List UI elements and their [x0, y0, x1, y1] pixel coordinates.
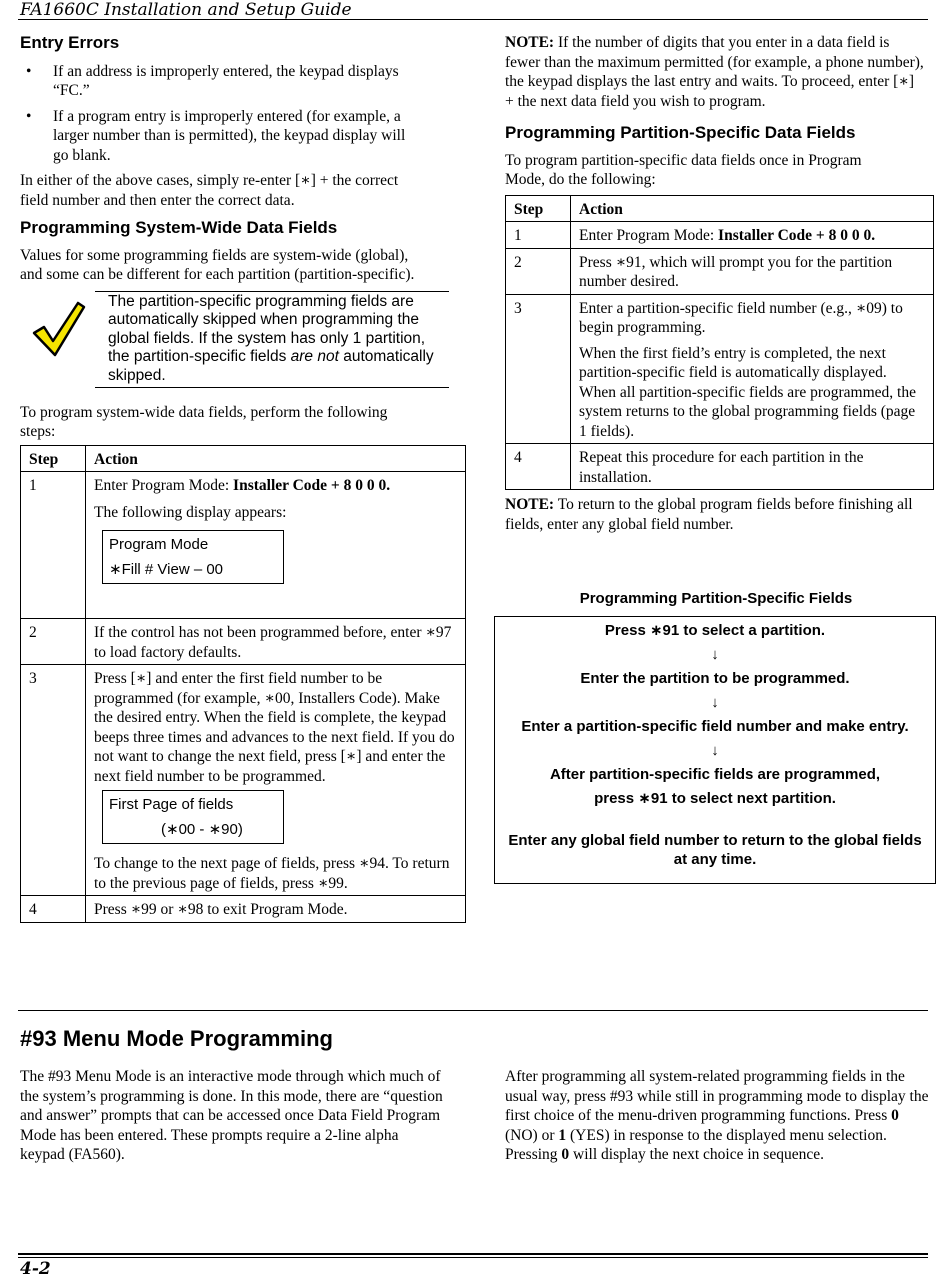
- system-wide-steps-table: [20, 445, 466, 923]
- page-number: 4-2: [20, 1259, 51, 1279]
- running-header: FA1660C Installation and Setup Guide: [20, 0, 352, 20]
- flow-step: Enter a partition-specific field number and make entry.: [521, 718, 909, 735]
- entry-error-bullet: • If a program entry is improperly entered (for example, a larger number than is permitted), the keypad display will go blank.: [20, 107, 420, 166]
- table-row: [506, 444, 934, 490]
- step-action: Press ∗99 or ∗98 to exit Program Mode.: [86, 896, 466, 923]
- table-row: [21, 665, 466, 896]
- data-entry-note: NOTE: If the number of digits that you enter in a data field is fewer than the maximum permitted (for example, a phone number), the keypad displays the last entry and waits. To proceed, enter [∗] + the next data field you wish to program.: [505, 34, 924, 110]
- note-callout: [20, 291, 465, 403]
- down-arrow-icon: ↓: [711, 742, 719, 759]
- partition-heading: Programming Partition-Specific Data Fields: [505, 123, 856, 142]
- action-column-header: Action: [86, 445, 466, 472]
- step-number: 2: [21, 619, 86, 665]
- steps-intro: To program system-wide data fields, perform the following steps:: [20, 403, 388, 440]
- step-number: 3: [21, 665, 86, 896]
- entry-errors-list: [20, 62, 420, 166]
- step-action: Enter Program Mode: Installer Code + 8 0 0 0. The following display appears: Program Mode ∗Fill # View – 00: [86, 472, 466, 619]
- section-rule: [18, 1010, 928, 1011]
- flowchart-box: [494, 616, 936, 884]
- step-action: Enter a partition-specific field number (e.g., ∗09) to begin programming. When the first field’s entry is completed, the next partition-specific field is automatically displayed. When all partition-specific fields are programmed, the system returns to the global programming fields (page 1 fields).: [571, 294, 934, 444]
- note-text: The partition-specific programming fields are automatically skipped when programming the global fields. If the system has only 1 partition, the partition-specific fields are not automatically skipped.: [95, 291, 449, 389]
- step-number: 4: [506, 444, 571, 490]
- checkmark-icon: [28, 299, 88, 359]
- step-number: 4: [21, 896, 86, 923]
- table-header-row: [21, 445, 466, 472]
- step-number: 1: [506, 222, 571, 249]
- table-row: [506, 294, 934, 444]
- flow-step: Enter the partition to be programmed.: [580, 670, 850, 687]
- left-column: [20, 33, 465, 923]
- step-action: Repeat this procedure for each partition in the installation.: [571, 444, 934, 490]
- step-column-header: Step: [506, 195, 571, 222]
- down-arrow-icon: ↓: [711, 694, 719, 711]
- step-action: If the control has not been programmed before, enter ∗97 to load factory defaults.: [86, 619, 466, 665]
- entry-error-bullet: • If an address is improperly entered, the keypad displays “FC.”: [20, 62, 420, 101]
- flowchart-title: Programming Partition-Specific Fields: [579, 590, 853, 607]
- table-row: [21, 896, 466, 923]
- step-number: 2: [506, 248, 571, 294]
- step-number: 3: [506, 294, 571, 444]
- partition-steps-table: [505, 195, 934, 491]
- menu-mode-left-paragraph: The #93 Menu Mode is an interactive mode through which much of the system’s programming is done. In this mode, there are “question and answer” prompts that can be accessed once Data Field Program Mode has been entered. These prompts require a 2-line alpha keypad (FA560).: [20, 1068, 443, 1163]
- step-column-header: Step: [21, 445, 86, 472]
- keypad-display: First Page of fields (∗00 - ∗90): [102, 790, 284, 844]
- table-header-row: [506, 195, 934, 222]
- table-row: [21, 472, 466, 619]
- right-column: [505, 33, 935, 534]
- menu-mode-heading: #93 Menu Mode Programming: [20, 1026, 333, 1051]
- down-arrow-icon: ↓: [711, 646, 719, 663]
- keypad-display: Program Mode ∗Fill # View – 00: [102, 530, 284, 584]
- entry-errors-heading: Entry Errors: [20, 33, 120, 52]
- system-wide-heading: Programming System-Wide Data Fields: [20, 218, 338, 237]
- system-wide-intro: Values for some programming fields are system-wide (global), and some can be different for each partition (partition-specific).: [20, 246, 415, 283]
- partition-intro: To program partition-specific data fields once in Program Mode, do the following:: [505, 151, 862, 188]
- footer-rule: [18, 1253, 928, 1255]
- step-action: Enter Program Mode: Installer Code + 8 0 0 0.: [571, 222, 934, 249]
- menu-mode-right-paragraph: After programming all system-related programming fields in the usual way, press #93 while still in programming mode to display the first choice of the menu-driven programming functions. Press 0 (NO) or 1 (YES) in response to the displayed menu selection. Pressing 0 will display the next choice in sequence.: [505, 1068, 929, 1163]
- header-rule: [18, 19, 928, 20]
- footer-rule-thin: [18, 1257, 928, 1258]
- table-row: [21, 619, 466, 665]
- flow-step: Enter any global field number to return to the global fields at any time.: [508, 832, 922, 868]
- action-column-header: Action: [571, 195, 934, 222]
- step-action: Press [∗] and enter the first field number to be programmed (for example, ∗00, Installers Code). Make the desired entry. When the field is complete, the keypad beeps three times and advances to the next field. If you do not want to change the next field, press [∗] and enter the next field number to be programmed. First Page of fields (∗00 - ∗90) To change to the next page of fields, press ∗94. To return to the previous page of fields, press ∗99.: [86, 665, 466, 896]
- flow-step: After partition-specific fields are programmed,: [549, 766, 881, 783]
- partition-return-note: NOTE: To return to the global program fields before finishing all fields, enter any global field number.: [505, 496, 913, 533]
- flow-step: press ∗91 to select next partition.: [594, 790, 836, 807]
- flow-step: Press ∗91 to select a partition.: [604, 622, 826, 639]
- table-row: [506, 222, 934, 249]
- entry-errors-paragraph: In either of the above cases, simply re-enter [∗] + the correct field number and then enter the correct data.: [20, 172, 399, 209]
- step-number: 1: [21, 472, 86, 619]
- step-action: Press ∗91, which will prompt you for the partition number desired.: [571, 248, 934, 294]
- table-row: [506, 248, 934, 294]
